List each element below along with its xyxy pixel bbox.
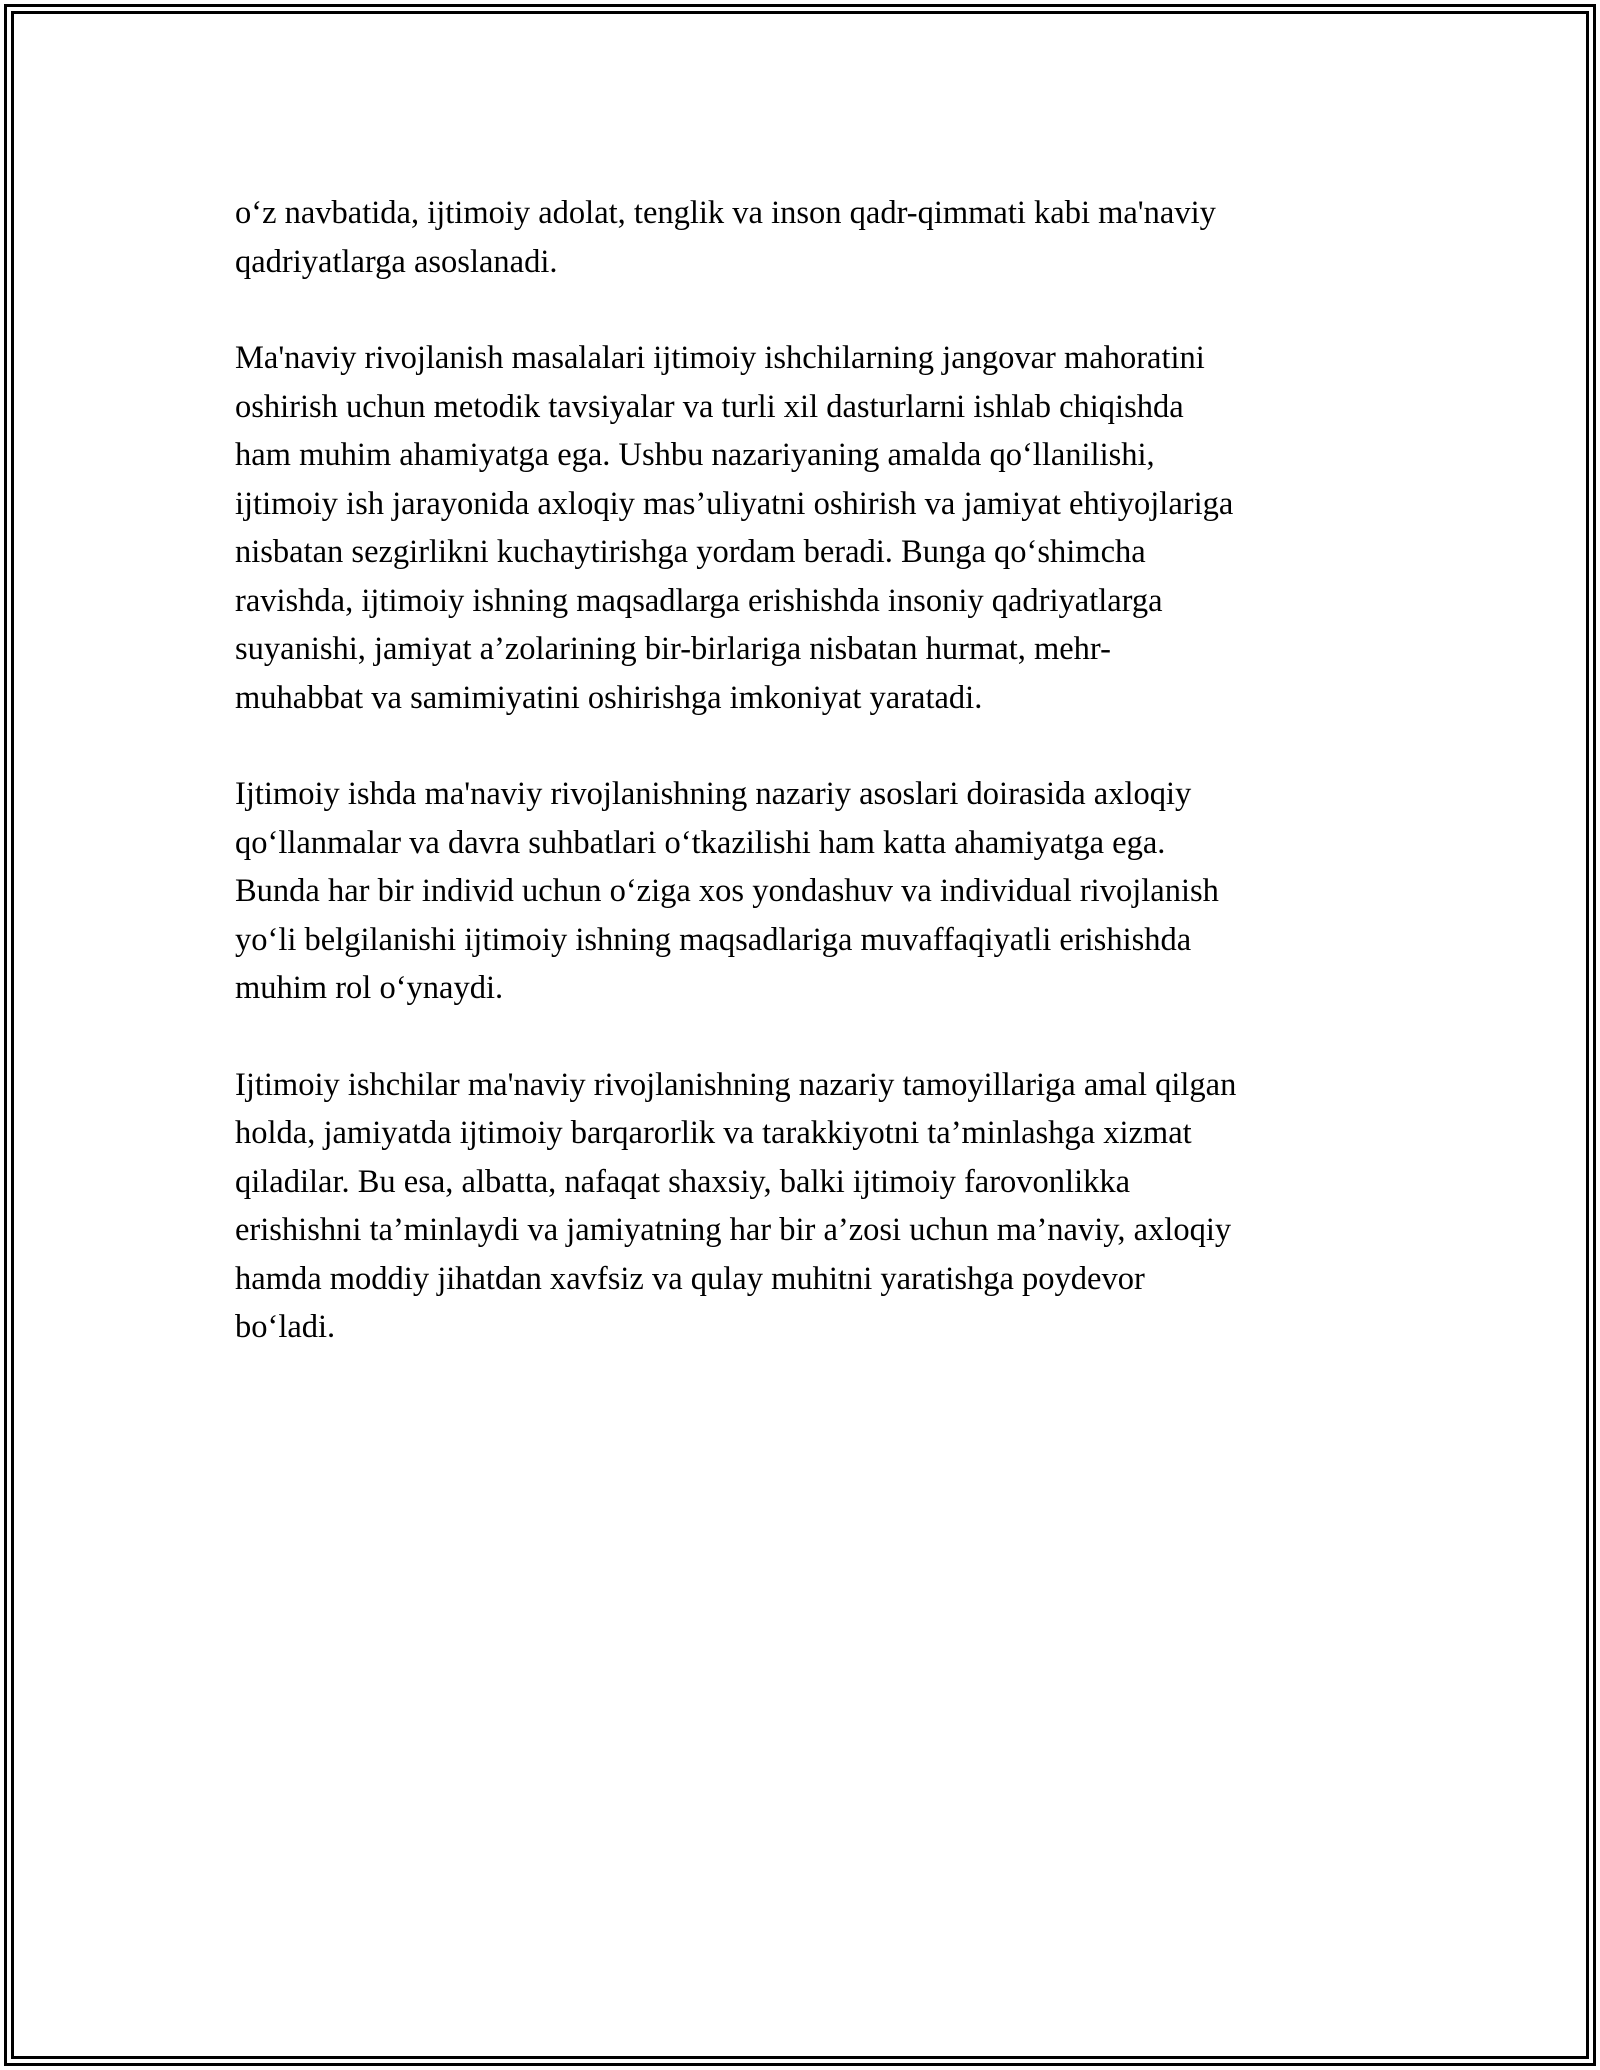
text-line: suyanishi, jamiyat a’zolarining bir-birlariga nisbatan hurmat, mehr- (235, 631, 1111, 667)
text-line: o‘z navbatida, ijtimoiy adolat, tenglik va inson qadr-qimmati kabi ma'naviy (235, 195, 1216, 231)
text-line: holda, jamiyatda ijtimoiy barqarorlik va tarakkiyotni ta’minlashga xizmat (235, 1115, 1192, 1151)
text-line: oshirish uchun metodik tavsiyalar va turli xil dasturlarni ishlab chiqishda (235, 388, 1184, 425)
text-line: ravishda, ijtimoiy ishning maqsadlarga erishishda insoniy qadriyatlarga (235, 582, 1163, 619)
document-body (235, 189, 1385, 1400)
text-line: qadriyatlarga asoslanadi. (235, 243, 558, 280)
text-line: bo‘ladi. (235, 1309, 336, 1345)
text-line: Ma'naviy rivojlanish masalalari ijtimoiy ishchilarning jangovar mahoratini (235, 340, 1205, 376)
text-line: muhim rol o‘ynaydi. (235, 970, 504, 1006)
text-line: yo‘li belgilanishi ijtimoiy ishning maqsadlariga muvaffaqiyatli erishishda (235, 921, 1192, 958)
paragraph-1 (235, 189, 1385, 286)
text-line: Ijtimoiy ishda ma'naviy rivojlanishning nazariy asoslari doirasida axloqiy (235, 776, 1192, 812)
text-line: Ijtimoiy ishchilar ma'naviy rivojlanishning nazariy tamoyillariga amal qilgan (235, 1066, 1237, 1103)
paragraph-2 (235, 334, 1385, 722)
text-line: Bunda har bir individ uchun o‘ziga xos yondashuv va individual rivojlanish (235, 873, 1219, 909)
text-line: qiladilar. Bu esa, albatta, nafaqat shaxsiy, balki ijtimoiy farovonlikka (235, 1163, 1131, 1200)
text-line: erishishni ta’minlaydi va jamiyatning har bir a’zosi uchun ma’naviy, axloqiy (235, 1212, 1232, 1248)
paragraph-4 (235, 1061, 1385, 1352)
text-line: qo‘llanmalar va davra suhbatlari o‘tkazilishi ham katta ahamiyatga ega. (235, 824, 1166, 861)
text-line: nisbatan sezgirlikni kuchaytirishga yordam beradi. Bunga qo‘shimcha (235, 534, 1146, 570)
text-line: hamda moddiy jihatdan xavfsiz va qulay muhitni yaratishga poydevor (235, 1260, 1145, 1297)
paragraph-3 (235, 770, 1385, 1013)
text-line: ijtimoiy ish jarayonida axloqiy mas’uliyatni oshirish va jamiyat ehtiyojlariga (235, 485, 1234, 522)
text-line: ham muhim ahamiyatga ega. Ushbu nazariyaning amalda qo‘llanilishi, (235, 437, 1155, 473)
text-line: muhabbat va samimiyatini oshirishga imkoniyat yaratadi. (235, 679, 983, 716)
